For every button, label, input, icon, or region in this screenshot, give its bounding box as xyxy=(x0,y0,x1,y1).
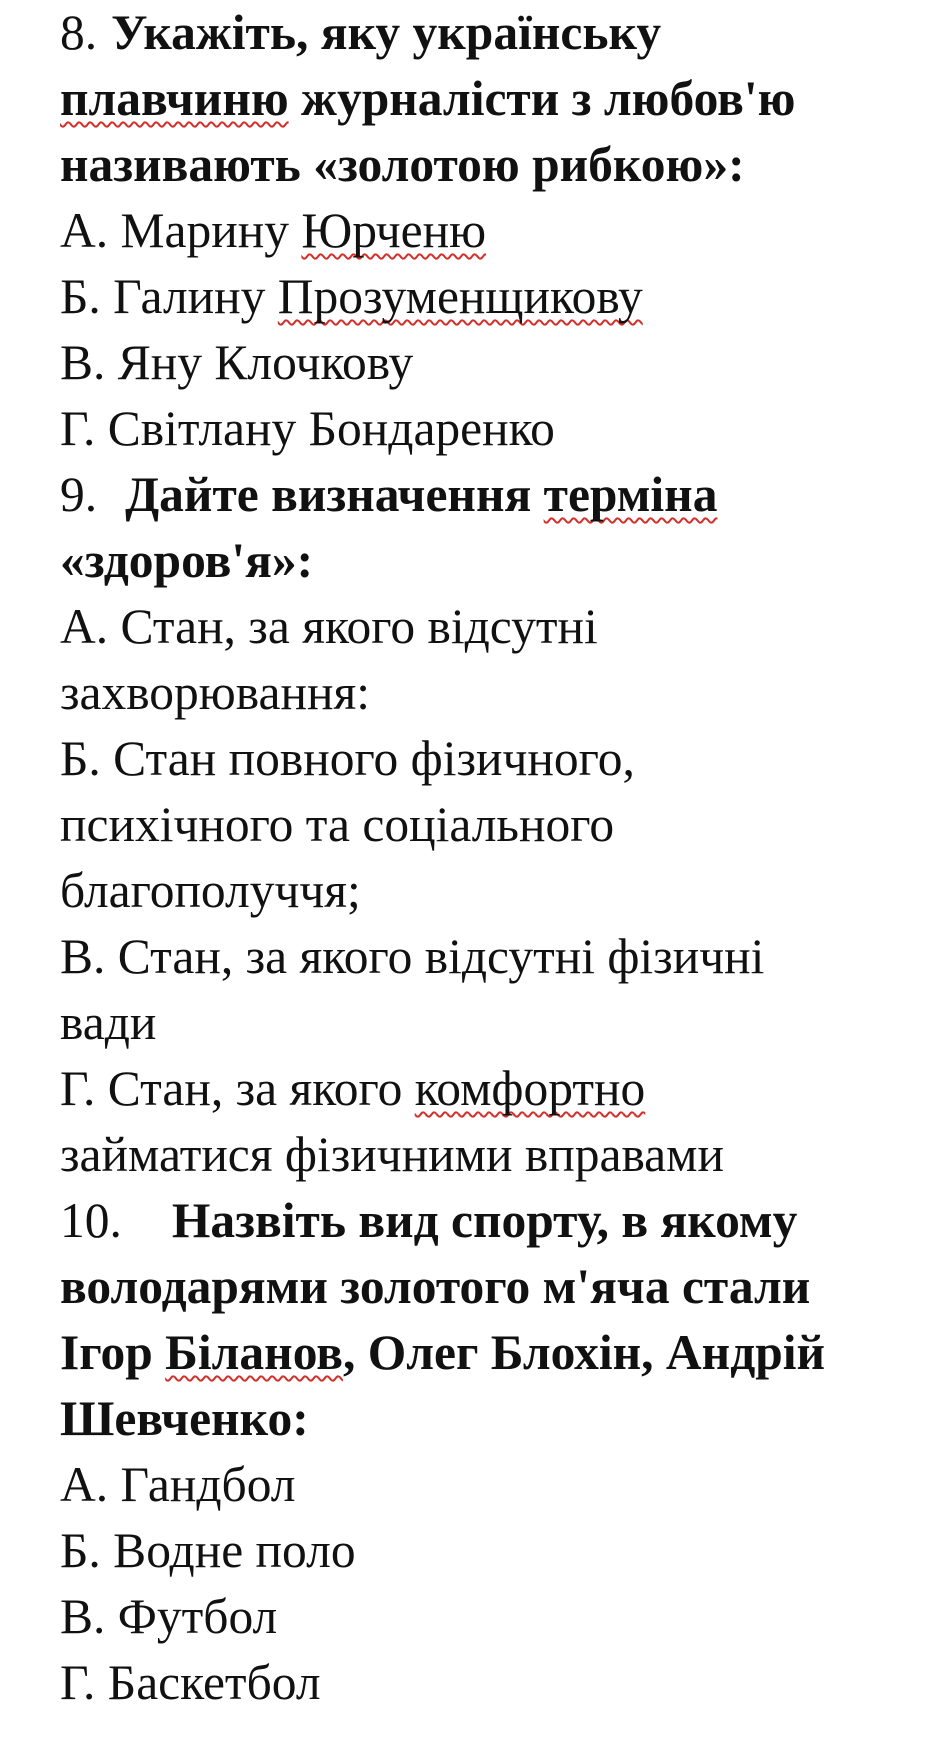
option-text: А. Стан, за якого відсутні xyxy=(60,599,598,654)
question-10-line-3 xyxy=(60,1320,952,1386)
option-9-v-line-1 xyxy=(60,924,952,990)
question-text: журналісти з любов'ю xyxy=(288,71,796,126)
option-9-b-line-2 xyxy=(60,792,952,858)
option-9-b-line-3 xyxy=(60,858,952,924)
option-10-a xyxy=(60,1452,952,1518)
spellcheck-flagged-word: Юрченю xyxy=(301,203,487,258)
option-text: В. Стан, за якого відсутні фізичні xyxy=(60,929,765,984)
option-9-a-line-1 xyxy=(60,594,952,660)
option-text: Б. Водне поло xyxy=(60,1523,356,1578)
question-9-line-2 xyxy=(60,528,952,594)
question-text: Назвіть вид спорту, в якому xyxy=(171,1193,798,1248)
question-text: Укажіть, яку українську xyxy=(111,5,662,60)
option-text: захворювання: xyxy=(60,665,370,720)
question-text: називають «золотою рибкою»: xyxy=(60,137,745,192)
question-number: 9. xyxy=(60,467,98,522)
question-10-line-4 xyxy=(60,1386,952,1452)
option-text: Б. Галину xyxy=(60,269,278,324)
option-text: займатися фізичними вправами xyxy=(60,1127,724,1182)
option-text: А. Гандбол xyxy=(60,1457,296,1512)
question-text: Ігор xyxy=(60,1325,166,1380)
question-text: Шевченко: xyxy=(60,1391,309,1446)
question-8-line-2 xyxy=(60,66,952,132)
option-text: Г. Світлану Бондаренко xyxy=(60,401,555,456)
spellcheck-flagged-word: терміна xyxy=(543,467,718,522)
spellcheck-flagged-word: Біланов xyxy=(165,1325,343,1380)
question-8-line-3 xyxy=(60,132,952,198)
option-8-v xyxy=(60,330,952,396)
option-10-b xyxy=(60,1518,952,1584)
option-9-g-line-2 xyxy=(60,1122,952,1188)
question-10-line-2 xyxy=(60,1254,952,1320)
question-number: 8. xyxy=(60,5,98,60)
option-10-v xyxy=(60,1584,952,1650)
option-text: В. Футбол xyxy=(60,1589,278,1644)
option-text: Г. Баскетбол xyxy=(60,1655,321,1710)
option-9-a-line-2 xyxy=(60,660,952,726)
question-text: , Олег Блохін, Андрій xyxy=(342,1325,826,1380)
spellcheck-flagged-word: комфортно xyxy=(414,1061,646,1116)
question-8-line-1 xyxy=(60,0,952,66)
question-9-line-1 xyxy=(60,462,952,528)
option-text: Б. Стан повного фізичного, xyxy=(60,731,635,786)
option-9-v-line-2 xyxy=(60,990,952,1056)
spellcheck-flagged-word: Прозуменщикову xyxy=(277,269,643,324)
question-text: володарями золотого м'яча стали xyxy=(60,1259,811,1314)
question-number: 10. xyxy=(60,1193,122,1248)
option-text: В. Яну Клочкову xyxy=(60,335,414,390)
option-9-b-line-1 xyxy=(60,726,952,792)
option-text: вади xyxy=(60,995,157,1050)
option-text: А. Марину xyxy=(60,203,302,258)
option-8-a xyxy=(60,198,952,264)
question-text: «здоров'я»: xyxy=(60,533,314,588)
option-text: благополуччя; xyxy=(60,863,361,918)
question-10-line-1 xyxy=(60,1188,952,1254)
option-text: Г. Стан, за якого xyxy=(60,1061,415,1116)
option-text: психічного та соціального xyxy=(60,797,615,852)
document-page xyxy=(60,0,952,1716)
option-8-b xyxy=(60,264,952,330)
spellcheck-flagged-word: плавчиню xyxy=(60,71,289,126)
option-8-g xyxy=(60,396,952,462)
option-9-g-line-1 xyxy=(60,1056,952,1122)
option-10-g xyxy=(60,1650,952,1716)
question-text: Дайте визначення xyxy=(125,467,544,522)
